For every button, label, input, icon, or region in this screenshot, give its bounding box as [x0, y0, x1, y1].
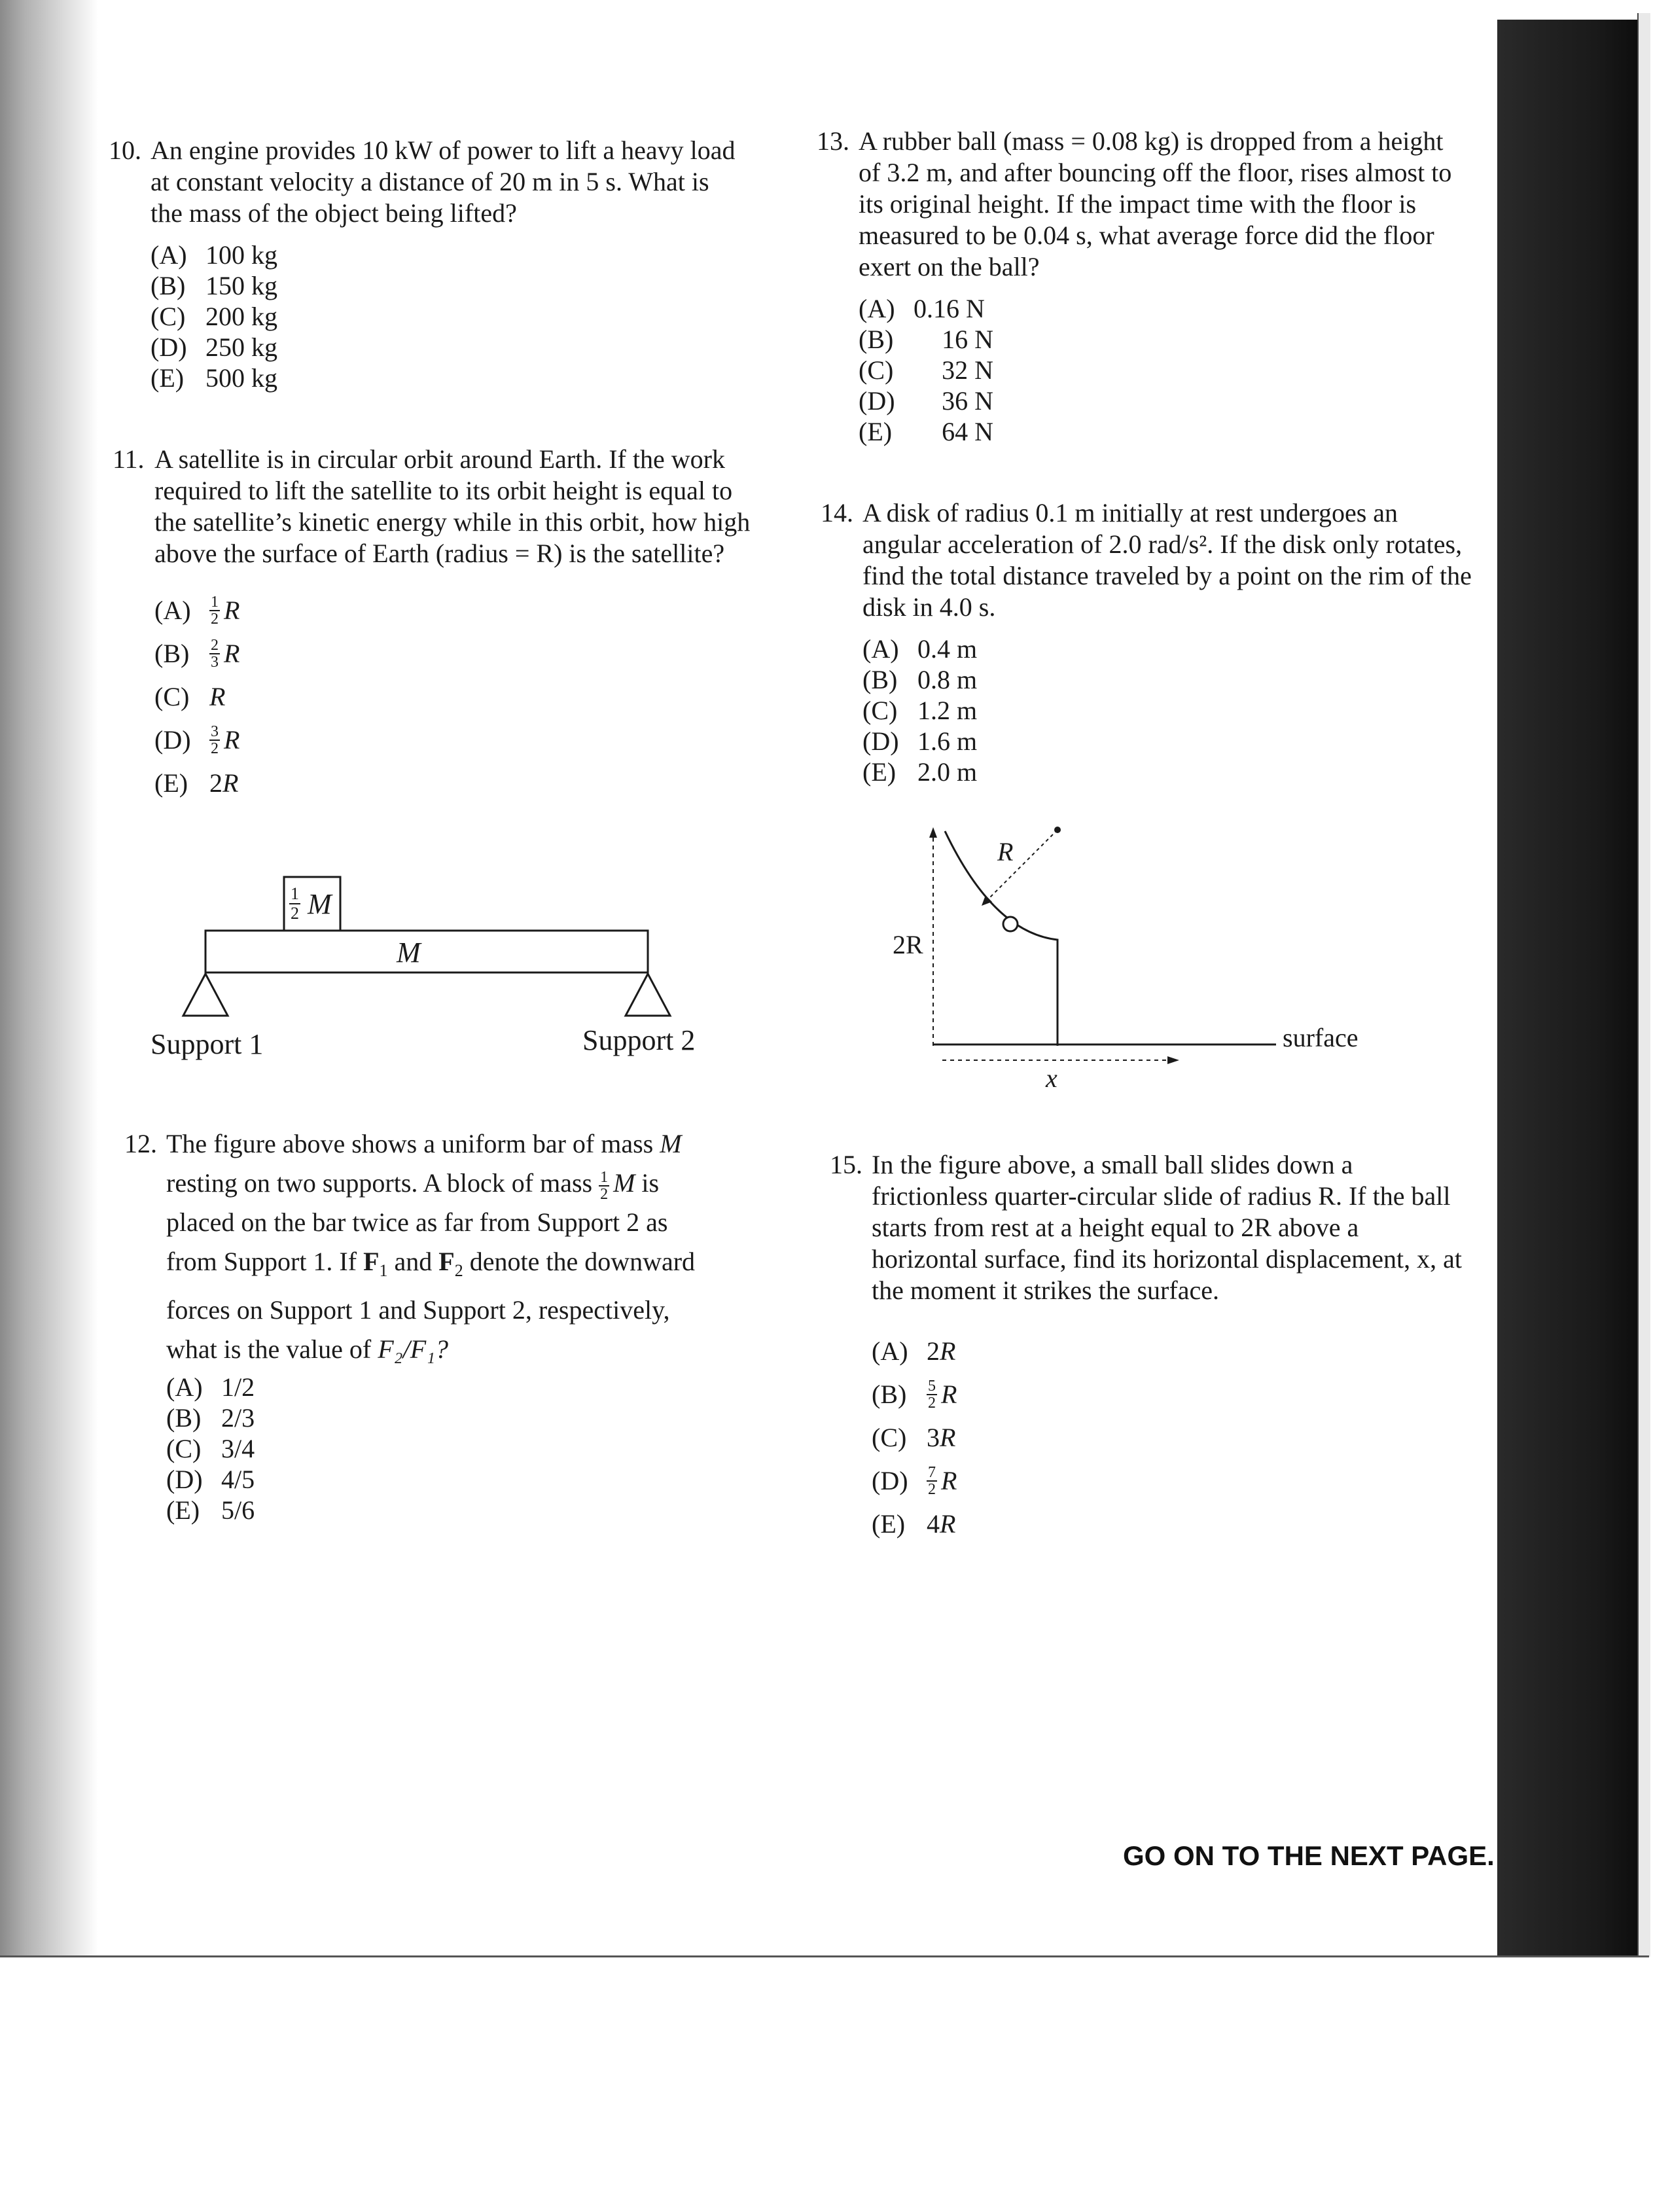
choice-e[interactable]: (E) 2.0 m	[862, 757, 978, 787]
choice-a[interactable]: (A) 1/2	[166, 1372, 255, 1402]
bar	[205, 931, 648, 972]
question-10	[109, 135, 737, 393]
choice-a[interactable]: (A) 2 R	[872, 1336, 956, 1366]
choice-c[interactable]: (C) 32 N	[859, 355, 993, 385]
scan-shadow-left	[0, 0, 98, 1957]
choice-c[interactable]: (C) R	[154, 682, 226, 711]
choice-a[interactable]: (A) 0.4 m	[862, 633, 978, 664]
choice-d[interactable]: (D) $\frac{7}{2}$ R	[872, 1464, 957, 1498]
answer-choices	[166, 1372, 766, 1525]
surface-label: surface	[1283, 1023, 1359, 1052]
choice-e[interactable]: (E) 64 N	[859, 416, 993, 446]
radius-label: R	[997, 837, 1014, 866]
question-number: 14.	[821, 498, 853, 527]
question-11	[113, 444, 754, 805]
choice-e[interactable]: (E) 4 R	[872, 1509, 956, 1539]
question-number: 12.	[124, 1129, 157, 1158]
choice-d[interactable]: (D) $\frac{3}{2}$ R	[154, 723, 240, 757]
answer-choices	[154, 589, 754, 805]
choice-d[interactable]: (D) 4/5	[166, 1464, 255, 1494]
choice-d[interactable]: (D) 36 N	[859, 385, 993, 416]
radius-line	[986, 830, 1057, 902]
question-stem: A disk of radius 0.1 m initially at rest undergoes an angular acceleration of 2.0 rad/s². If the disk only rotates, find the total distance traveled by a point on the rim of the disk in 4.0 s.	[862, 498, 1472, 622]
page-bottom-edge	[0, 1955, 1649, 1957]
support-2-label: Support 2	[582, 1024, 696, 1056]
choice-e[interactable]: (E) 5/6	[166, 1495, 255, 1525]
choice-e[interactable]: (E) 500 kg	[151, 363, 277, 393]
choice-a[interactable]: (A) 100 kg	[151, 240, 277, 270]
question-number: 15.	[830, 1150, 862, 1179]
answer-choices	[872, 1330, 1471, 1546]
question-stem: A rubber ball (mass = 0.08 kg) is dropped from a height of 3.2 m, and after bouncing off the floor, rises almost to its original height. If the impact time with the floor is measured to be 0.04 s, what average force did the floor exert on the ball?	[859, 126, 1452, 281]
question-stem: The figure above shows a uniform bar of mass M resting on two supports. A block of mass $\frac{1}{2}$ M is placed on the bar twice as far from Support 2 as from Support 1. If $F_1$ and $F_2$ denote the downward forces on Support 1 and Support 2, respectively, what is the value of F₂/F₁?	[166, 1129, 696, 1364]
scan-shadow-right	[1497, 20, 1637, 1957]
choice-a[interactable]: (A) $\frac{1}{2}$ R	[154, 594, 240, 628]
figure-quarter-circle-slide	[877, 812, 1400, 1093]
block-mass-label: M	[308, 888, 332, 920]
question-12	[124, 1124, 766, 1525]
choice-d[interactable]: (D) 1.6 m	[862, 726, 978, 756]
question-13	[817, 126, 1471, 447]
go-on-next-page: GO ON TO THE NEXT PAGE.	[1123, 1840, 1495, 1871]
choice-c[interactable]: (C) 3 R	[872, 1423, 956, 1452]
support-2-triangle	[626, 974, 670, 1016]
figure-bar-on-supports	[151, 870, 720, 1073]
question-number: 11.	[113, 444, 145, 474]
choice-e[interactable]: (E) 2 R	[154, 768, 239, 798]
choice-a[interactable]: (A) 0.16 N	[859, 293, 985, 323]
answer-choices	[859, 293, 1471, 447]
answer-choices	[151, 240, 737, 393]
choice-c[interactable]: (C) 1.2 m	[862, 695, 978, 725]
choice-b[interactable]: (B) 150 kg	[151, 270, 277, 300]
answer-choices	[862, 633, 1475, 787]
question-15	[830, 1149, 1471, 1546]
question-number: 10.	[109, 135, 141, 165]
choice-c[interactable]: (C) 200 kg	[151, 301, 277, 331]
question-stem: An engine provides 10 kW of power to lift a heavy load at constant velocity a distance of 20 m in 5 s. What is the mass of the object being lifted?	[151, 135, 736, 228]
x-label: x	[1046, 1063, 1057, 1093]
support-1-triangle	[183, 974, 228, 1016]
choice-b[interactable]: (B) 0.8 m	[862, 664, 978, 694]
choice-b[interactable]: (B) $\frac{5}{2}$ R	[872, 1378, 957, 1412]
scan-edge-right	[1637, 13, 1650, 1957]
choice-b[interactable]: (B) 16 N	[859, 324, 993, 354]
support-1-label: Support 1	[151, 1028, 264, 1060]
height-label: 2R	[893, 930, 923, 959]
choice-c[interactable]: (C) 3/4	[166, 1433, 255, 1463]
choice-b[interactable]: (B) $\frac{2}{3}$ R	[154, 637, 240, 671]
choice-d[interactable]: (D) 250 kg	[151, 332, 277, 362]
question-14	[821, 497, 1475, 787]
x-arrow-right	[1167, 1056, 1179, 1064]
question-stem: A satellite is in circular orbit around Earth. If the work required to lift the satellite to its orbit height is equal to the satellite’s kinetic energy while in this orbit, how high above the surface of Earth (radius = R) is the satellite?	[154, 444, 751, 568]
question-number: 13.	[817, 126, 849, 156]
ball	[1003, 917, 1018, 931]
height-arrow-up	[929, 827, 937, 838]
block-fraction: $\frac{1}{2}$	[291, 884, 299, 923]
question-stem: In the figure above, a small ball slides down a frictionless quarter-circular slide of radius R. If the ball starts from rest at a height equal to 2R above a horizontal surface, find its horizontal displacement, x, at the moment it strikes the surface.	[872, 1150, 1462, 1305]
bar-mass-label: M	[397, 937, 421, 969]
choice-b[interactable]: (B) 2/3	[166, 1402, 255, 1433]
